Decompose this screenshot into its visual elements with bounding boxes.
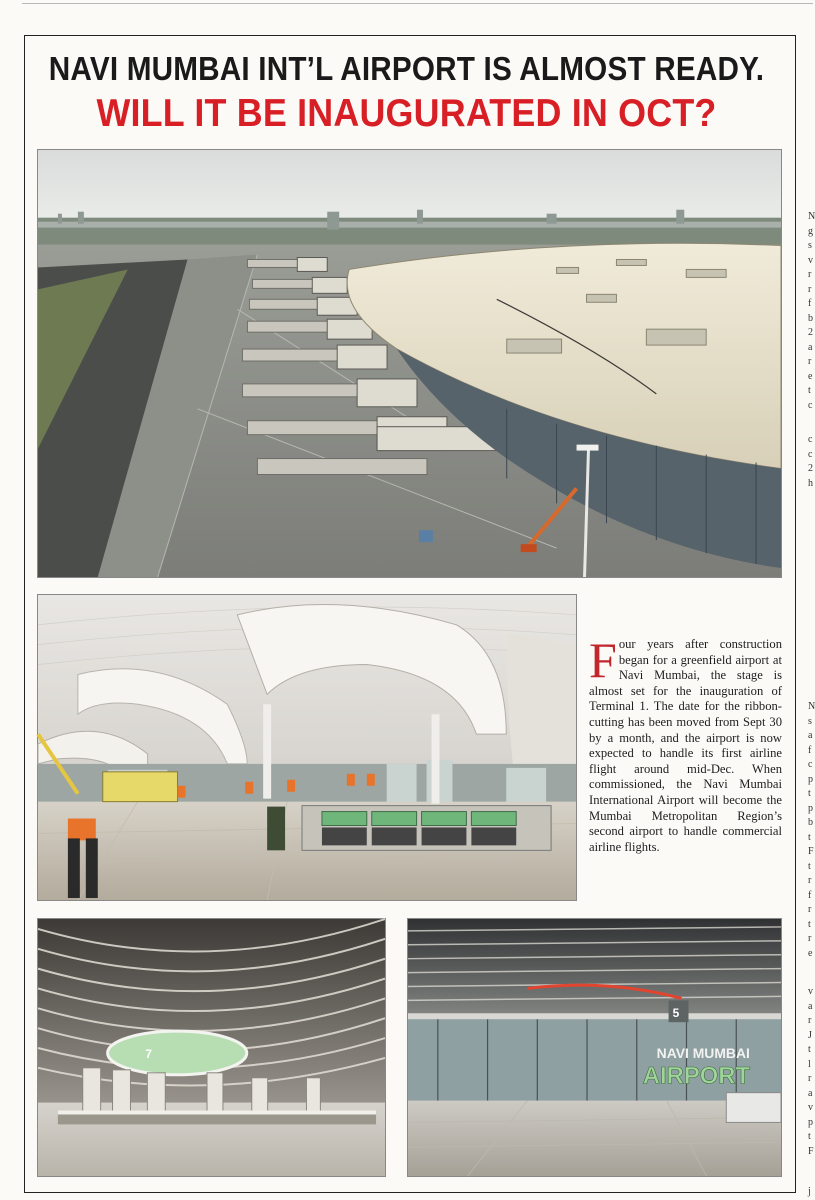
adjacent-column-block-5: j [808, 1186, 811, 1197]
adjacent-column-block-2: c c 2 h [808, 434, 813, 489]
gate-signage-photo [407, 918, 782, 1177]
story-text [589, 632, 782, 855]
aerial-terminal-photo [37, 149, 782, 578]
story-body: our years after construction began for a greenfield airport at Navi Mumbai, the stage is almost set for the inauguration of Terminal 1. The date for the ribbon-cutting has been moved from Sept 30 by a month, and the airport is now expected to handle its first airline flight around mid-Dec. When commissioned, the Navi Mumbai International Airport will become the Mumbai Metropolitan Region’s second airport to handle commercial airline flights. [589, 637, 782, 854]
sign-text-line-2: AIRPORT [642, 1062, 751, 1090]
adjacent-column-block-1: N g s v r r f b 2 a r e t c [808, 211, 815, 411]
baggage-hall-photo [37, 918, 386, 1177]
headline-line-2: WILL IT BE INAUGURATED IN OCT? [96, 92, 717, 135]
drop-cap: F [589, 632, 617, 688]
sign-text-line-1: NAVI MUMBAI [656, 1044, 750, 1061]
gate-number-label: 5 [672, 1006, 680, 1021]
page-top-rule [22, 3, 813, 4]
belt-number-label: 7 [145, 1046, 153, 1061]
headline-line-1: NAVI MUMBAI INT’L AIRPORT IS ALMOST READY. [48, 50, 765, 87]
adjacent-column-block-4: v a r J t l r a v p t F [808, 986, 814, 1157]
terminal-interior-photo [37, 594, 577, 901]
adjacent-column-block-3: N s a f c p t p b t F t r f r t r e [808, 701, 815, 959]
